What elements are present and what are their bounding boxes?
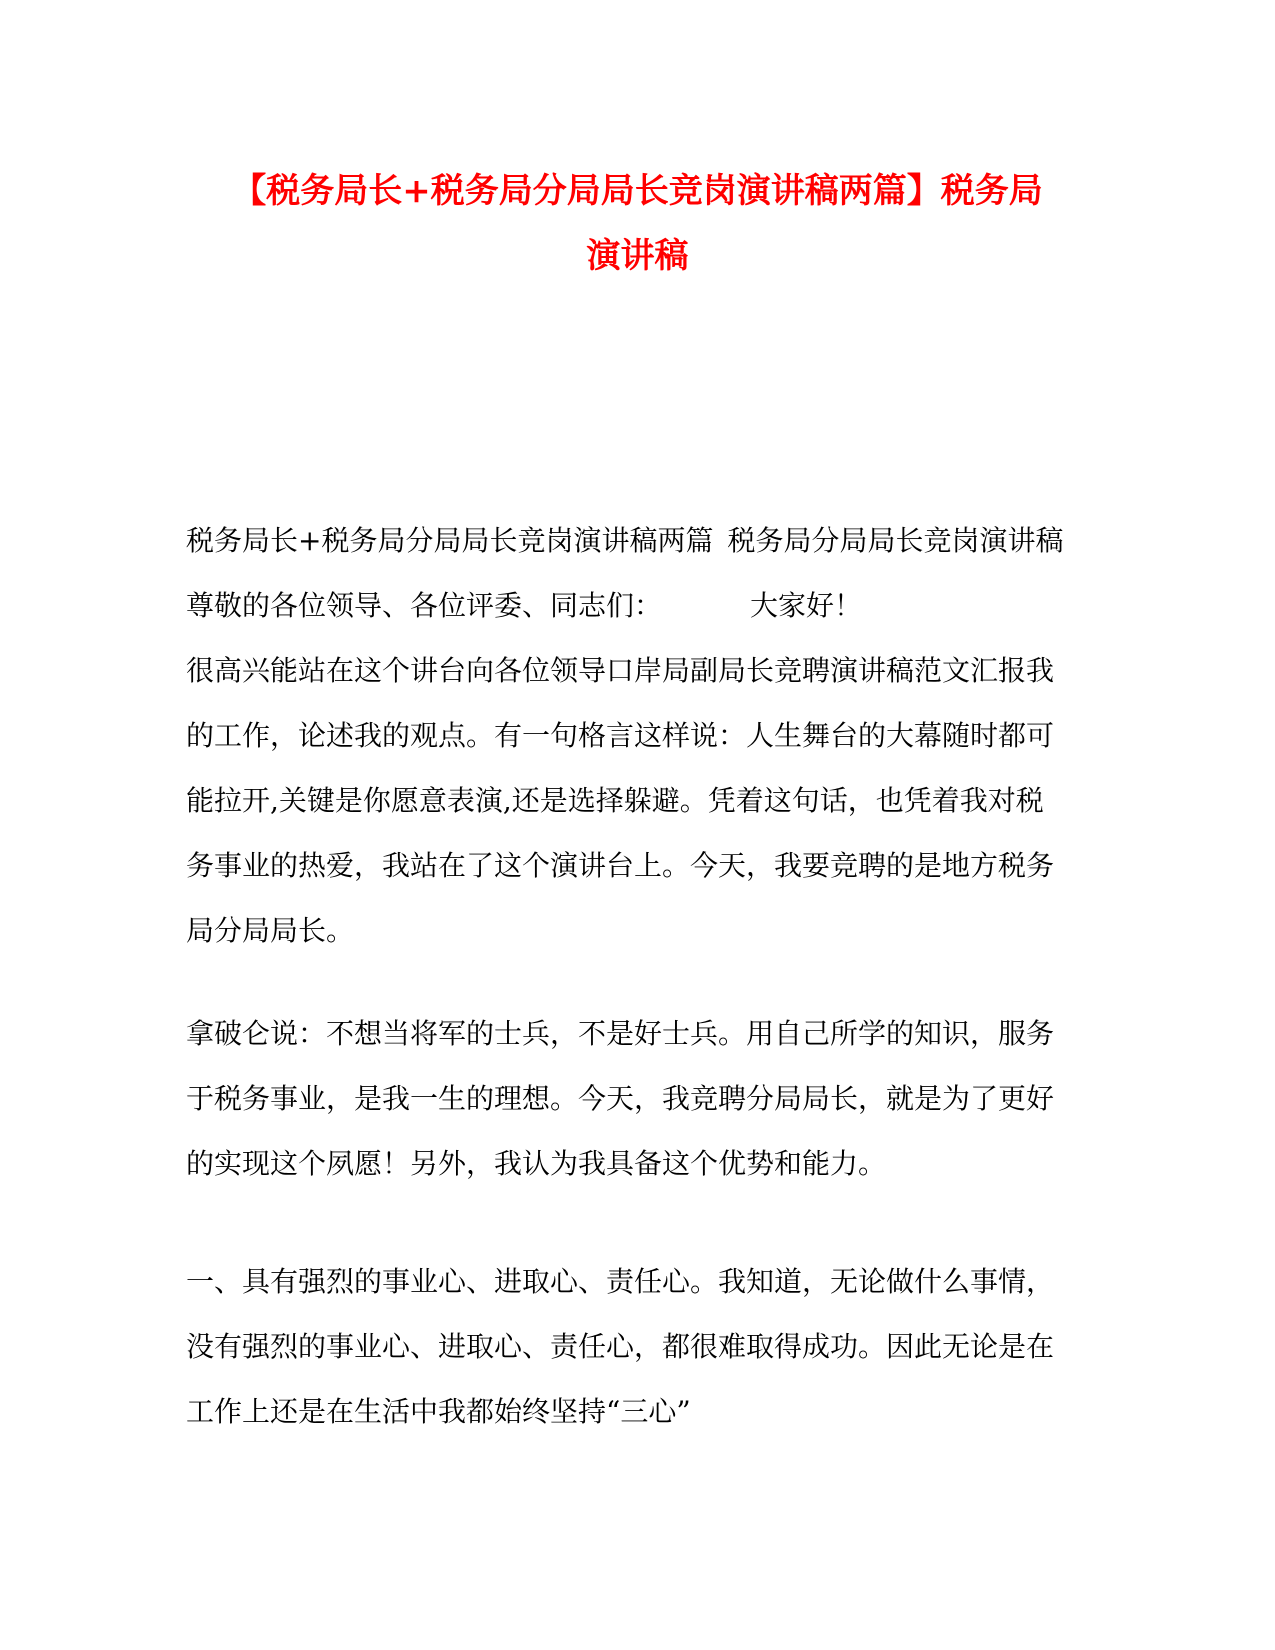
paragraph-1-line-3: 能拉开,关键是你愿意表演,还是选择躲避。凭着这句话，也凭着我对税 <box>186 784 1044 817</box>
paragraph-1-line-4: 务事业的热爱，我站在了这个演讲台上。今天，我要竞聘的是地方税务 <box>186 849 1055 882</box>
title-line-1: 【税务局长+税务局分局局长竞岗演讲稿两篇】税务局 <box>232 171 1043 211</box>
intro-heading: 税务局长+税务局分局局长竞岗演讲稿两篇 <box>186 524 714 557</box>
title-line-2: 演讲稿 <box>586 236 689 276</box>
greeting: 大家好！ <box>750 589 863 622</box>
intro-line-1 <box>186 508 1091 573</box>
salutation: 尊敬的各位领导、各位评委、同志们： <box>186 589 663 622</box>
paragraph-2-line-1: 拿破仑说：不想当将军的士兵，不是好士兵。用自己所学的知识，服务 <box>186 1017 1055 1050</box>
paragraph-3-line-3: 工作上还是在生活中我都始终坚持“三心” <box>186 1395 691 1428</box>
paragraph-2-line-2: 于税务事业，是我一生的理想。今天，我竞聘分局局长，就是为了更好 <box>186 1082 1055 1115</box>
intro-subheading: 税务局分局局长竞岗演讲稿 <box>727 524 1064 557</box>
paragraph-2-line-3: 的实现这个夙愿！另外，我认为我具备这个优势和能力。 <box>186 1147 887 1180</box>
paragraph-2 <box>186 1001 1091 1196</box>
paragraph-3-line-1: 一、具有强烈的事业心、进取心、责任心。我知道，无论做什么事情， <box>186 1265 1055 1298</box>
paragraph-1-line-5: 局分局局长。 <box>186 914 355 947</box>
intro-line-2 <box>186 573 1091 638</box>
document-title <box>150 160 1125 290</box>
paragraph-1-line-1: 很高兴能站在这个讲台向各位领导口岸局副局长竞聘演讲稿范文汇报我 <box>186 654 1055 687</box>
paragraph-3 <box>186 1249 1091 1444</box>
paragraph-3-line-2: 没有强烈的事业心、进取心、责任心，都很难取得成功。因此无论是在 <box>186 1330 1055 1363</box>
paragraph-1-line-2: 的工作，论述我的观点。有一句格言这样说：人生舞台的大幕随时都可 <box>186 719 1055 752</box>
intro-block <box>186 508 1091 963</box>
